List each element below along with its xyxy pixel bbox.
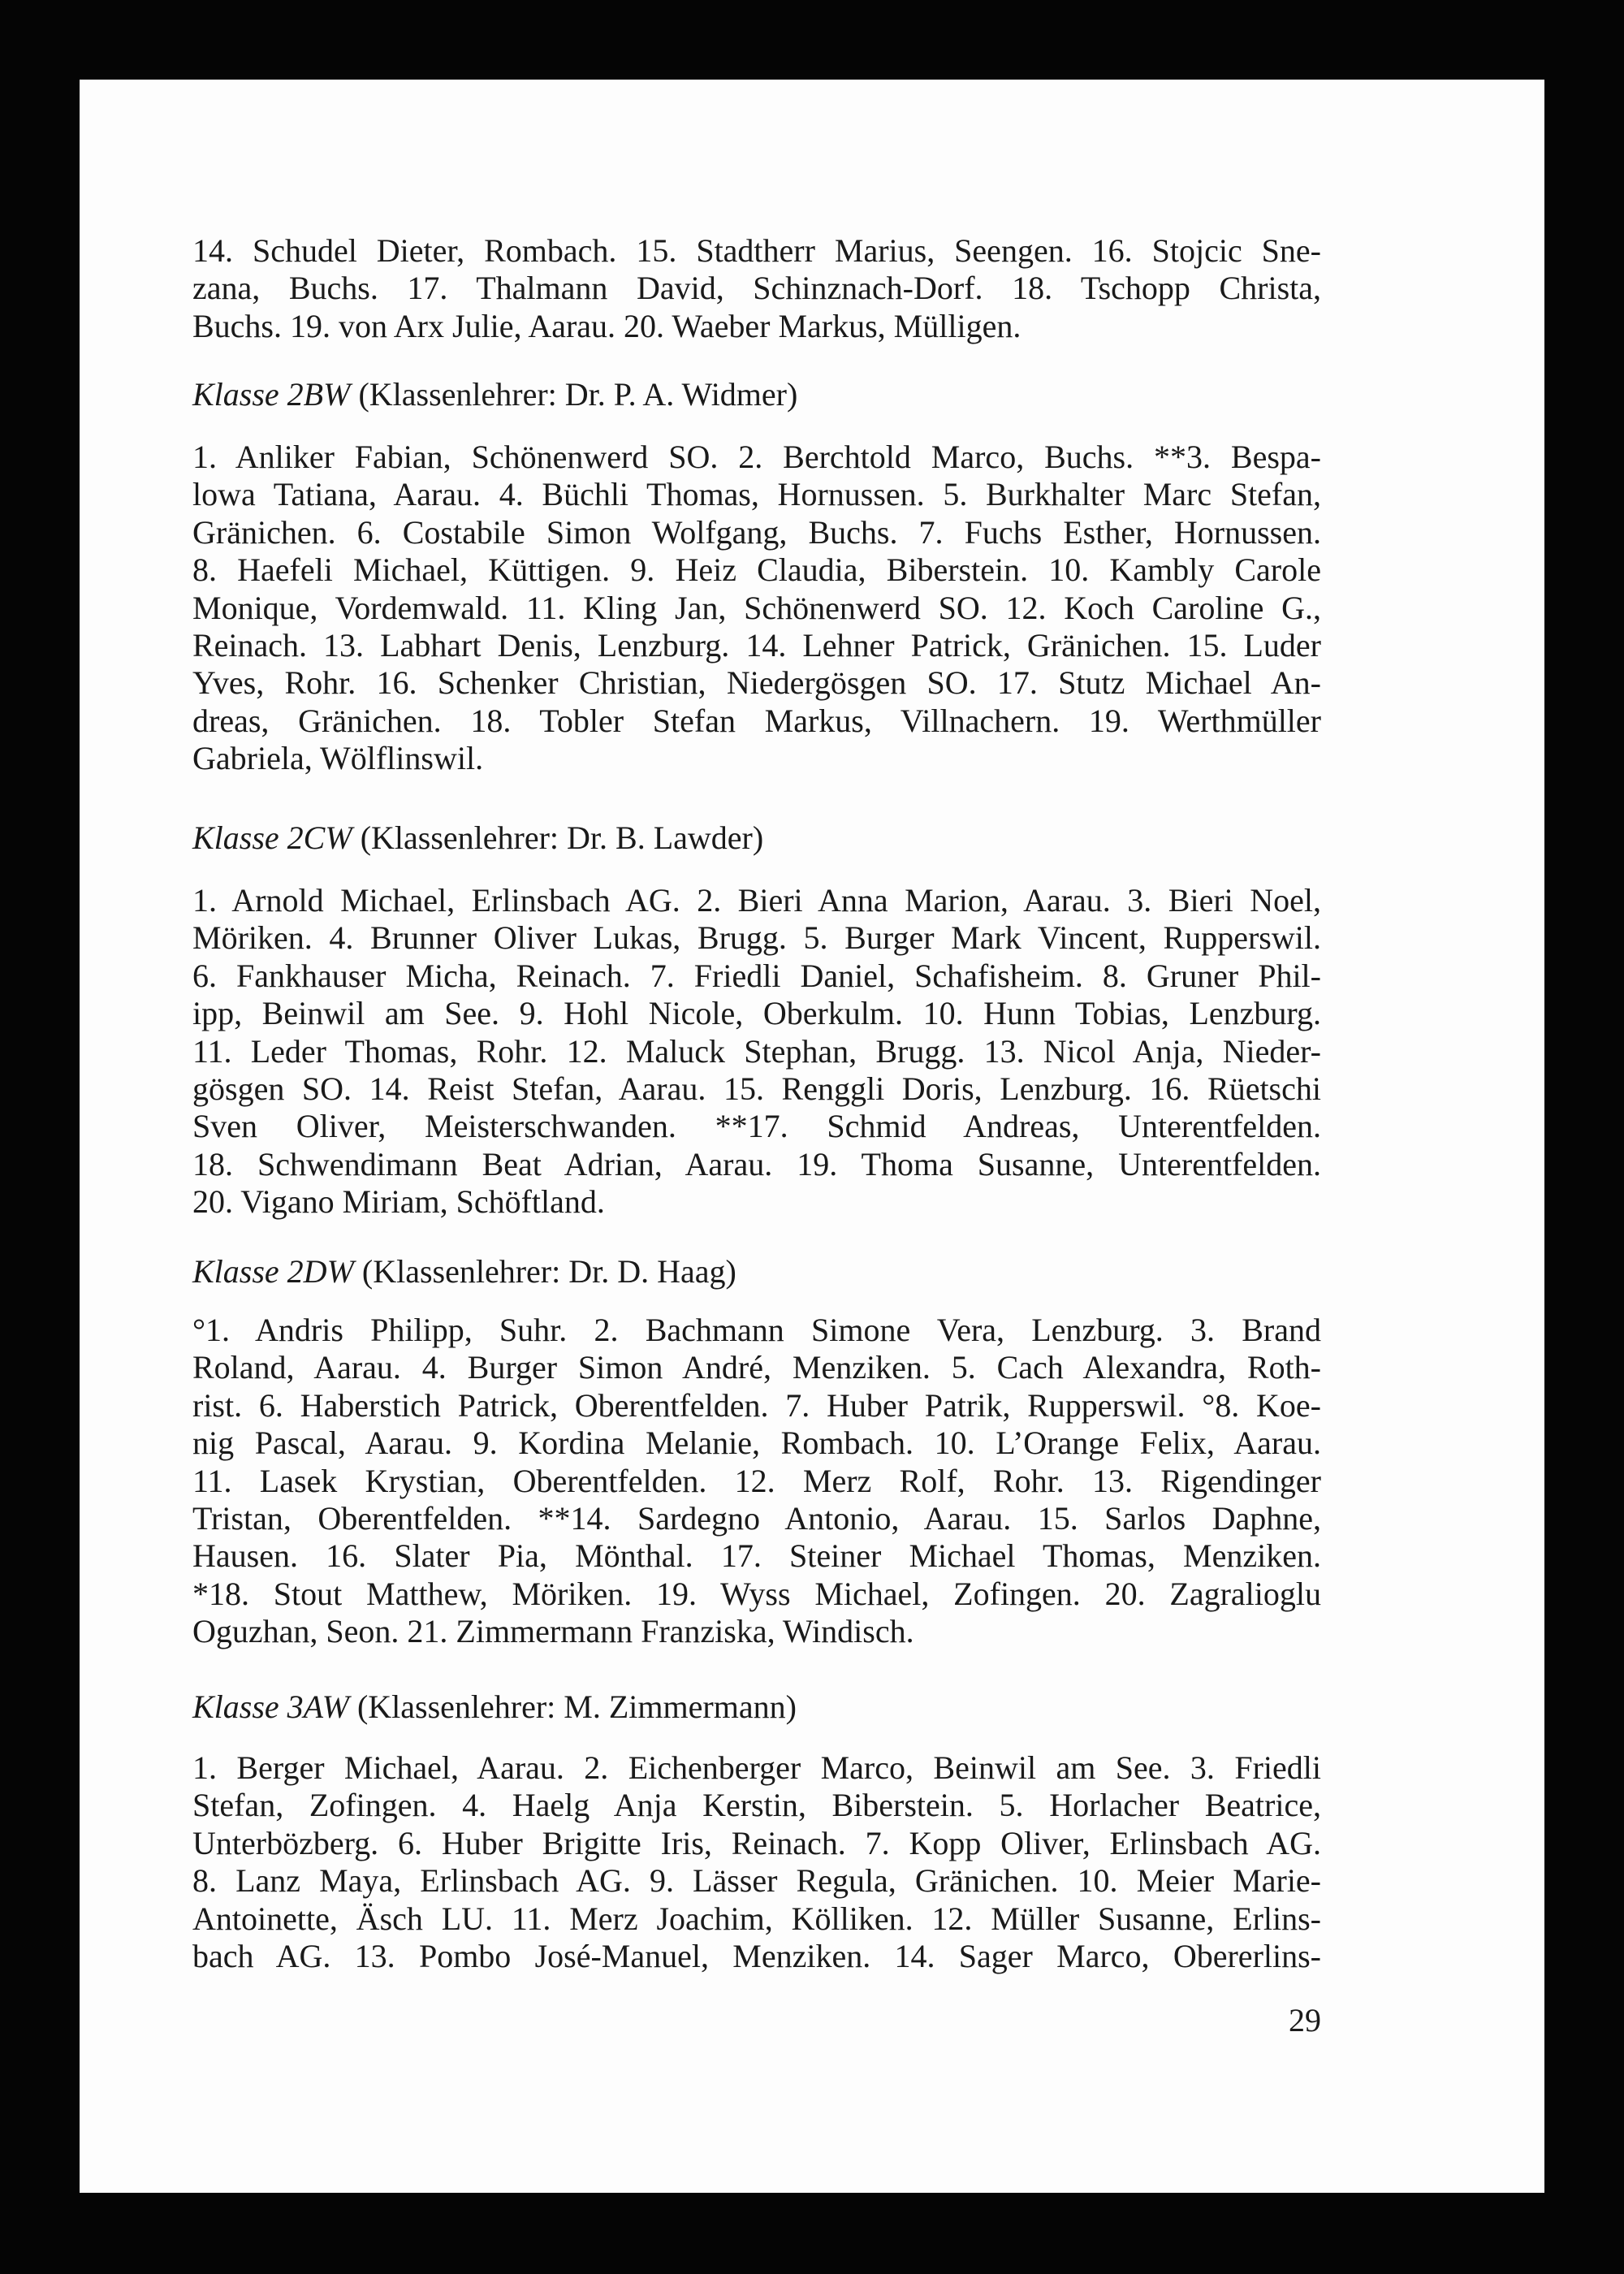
text-line: 1. Anliker Fabian, Schönenwerd SO. 2. Berchtold Marco, Buchs. **3. Bespa-: [192, 439, 1321, 475]
class-teacher: (Klassenlehrer: Dr. D. Haag): [353, 1253, 736, 1290]
text-line: Sven Oliver, Meisterschwanden. **17. Schmid Andreas, Unterentfelden.: [192, 1108, 1321, 1145]
page-number: 29: [1289, 2002, 1321, 2038]
text-line: lowa Tatiana, Aarau. 4. Büchli Thomas, Hornussen. 5. Burkhalter Marc Stefan,: [192, 476, 1321, 513]
class-label: Klasse 3AW: [192, 1688, 349, 1725]
text-line: 6. Fankhauser Micha, Reinach. 7. Friedli Daniel, Schafisheim. 8. Gruner Phil-: [192, 957, 1321, 994]
class-heading-line: [192, 376, 1321, 413]
text-line: Monique, Vordemwald. 11. Kling Jan, Schönenwerd SO. 12. Koch Caroline G.,: [192, 589, 1321, 626]
text-line: 14. Schudel Dieter, Rombach. 15. Stadtherr Marius, Seengen. 16. Stojcic Sne-: [192, 232, 1321, 269]
text-line: *18. Stout Matthew, Möriken. 19. Wyss Michael, Zofingen. 20. Zagralioglu: [192, 1575, 1321, 1612]
student-list-paragraph: [192, 232, 1321, 345]
text-line: Buchs. 19. von Arx Julie, Aarau. 20. Waeber Markus, Mülligen.: [192, 307, 1021, 344]
text-line: ipp, Beinwil am See. 9. Hohl Nicole, Oberkulm. 10. Hunn Tobias, Lenzburg.: [192, 995, 1321, 1032]
text-line: °1. Andris Philipp, Suhr. 2. Bachmann Simone Vera, Lenzburg. 3. Brand: [192, 1312, 1321, 1348]
text-line: 8. Lanz Maya, Erlinsbach AG. 9. Lässer Regula, Gränichen. 10. Meier Marie-: [192, 1862, 1321, 1900]
class-heading-line: [192, 1688, 1321, 1726]
class-label: Klasse 2DW: [192, 1253, 354, 1290]
class-label: Klasse 2BW: [192, 376, 351, 413]
text-line: zana, Buchs. 17. Thalmann David, Schinznach-Dorf. 18. Tschopp Christa,: [192, 270, 1321, 307]
text-line: bach AG. 13. Pombo José-Manuel, Menziken. 14. Sager Marco, Obererlins-: [192, 1937, 1321, 1974]
text-line: Tristan, Oberentfelden. **14. Sardegno Antonio, Aarau. 15. Sarlos Daphne,: [192, 1499, 1321, 1537]
text-line: dreas, Gränichen. 18. Tobler Stefan Markus, Villnachern. 19. Werthmüller: [192, 702, 1321, 739]
text-line: Oguzhan, Seon. 21. Zimmermann Franziska, Windisch.: [192, 1613, 914, 1650]
class-teacher: (Klassenlehrer: M. Zimmermann): [348, 1688, 797, 1725]
student-list-paragraph: [192, 439, 1321, 778]
text-line: Yves, Rohr. 16. Schenker Christian, Niedergösgen SO. 17. Stutz Michael An-: [192, 664, 1321, 702]
text-line: Roland, Aarau. 4. Burger Simon André, Menziken. 5. Cach Alexandra, Roth-: [192, 1349, 1321, 1386]
student-list-paragraph: [192, 882, 1321, 1221]
text-line: 1. Arnold Michael, Erlinsbach AG. 2. Bieri Anna Marion, Aarau. 3. Bieri Noel,: [192, 882, 1321, 919]
text-line: nig Pascal, Aarau. 9. Kordina Melanie, Rombach. 10. L’Orange Felix, Aarau.: [192, 1424, 1321, 1462]
text-line: 11. Leder Thomas, Rohr. 12. Maluck Stephan, Brugg. 13. Nicol Anja, Nieder-: [192, 1032, 1321, 1070]
class-heading: [192, 1253, 1321, 1290]
student-list-paragraph: [192, 1312, 1321, 1651]
text-line: Gränichen. 6. Costabile Simon Wolfgang, Buchs. 7. Fuchs Esther, Hornussen.: [192, 513, 1321, 551]
text-line: Unterbözberg. 6. Huber Brigitte Iris, Reinach. 7. Kopp Oliver, Erlinsbach AG.: [192, 1824, 1321, 1861]
text-line: Stefan, Zofingen. 4. Haelg Anja Kerstin, Biberstein. 5. Horlacher Beatrice,: [192, 1787, 1321, 1824]
student-list-paragraph: [192, 1749, 1321, 1975]
text-line: Antoinette, Äsch LU. 11. Merz Joachim, Kölliken. 12. Müller Susanne, Erlins-: [192, 1900, 1321, 1937]
class-heading: [192, 376, 1321, 413]
class-label: Klasse 2CW: [192, 819, 352, 856]
class-heading: [192, 1688, 1321, 1726]
class-heading: [192, 819, 1321, 857]
class-teacher: (Klassenlehrer: Dr. B. Lawder): [352, 819, 764, 856]
text-line: rist. 6. Haberstich Patrick, Oberentfelden. 7. Huber Patrik, Rupperswil. °8. Koe-: [192, 1386, 1321, 1424]
text-line: Möriken. 4. Brunner Oliver Lukas, Brugg. 5. Burger Mark Vincent, Rupperswil.: [192, 919, 1321, 957]
text-line: 1. Berger Michael, Aarau. 2. Eichenberger Marco, Beinwil am See. 3. Friedli: [192, 1749, 1321, 1786]
text-line: 20. Vigano Miriam, Schöftland.: [192, 1183, 605, 1221]
text-line: Reinach. 13. Labhart Denis, Lenzburg. 14. Lehner Patrick, Gränichen. 15. Luder: [192, 626, 1321, 664]
text-line: 18. Schwendimann Beat Adrian, Aarau. 19. Thoma Susanne, Unterentfelden.: [192, 1145, 1321, 1182]
text-line: gösgen SO. 14. Reist Stefan, Aarau. 15. Renggli Doris, Lenzburg. 16. Rüetschi: [192, 1070, 1321, 1107]
class-teacher: (Klassenlehrer: Dr. P. A. Widmer): [350, 376, 798, 413]
text-line: Gabriela, Wölflinswil.: [192, 740, 484, 777]
text-line: 8. Haefeli Michael, Küttigen. 9. Heiz Claudia, Biberstein. 10. Kambly Carole: [192, 551, 1321, 589]
class-heading-line: [192, 1253, 1321, 1290]
text-line: 11. Lasek Krystian, Oberentfelden. 12. Merz Rolf, Rohr. 13. Rigendinger: [192, 1462, 1321, 1499]
class-heading-line: [192, 819, 1321, 857]
text-line: Hausen. 16. Slater Pia, Mönthal. 17. Steiner Michael Thomas, Menziken.: [192, 1537, 1321, 1575]
